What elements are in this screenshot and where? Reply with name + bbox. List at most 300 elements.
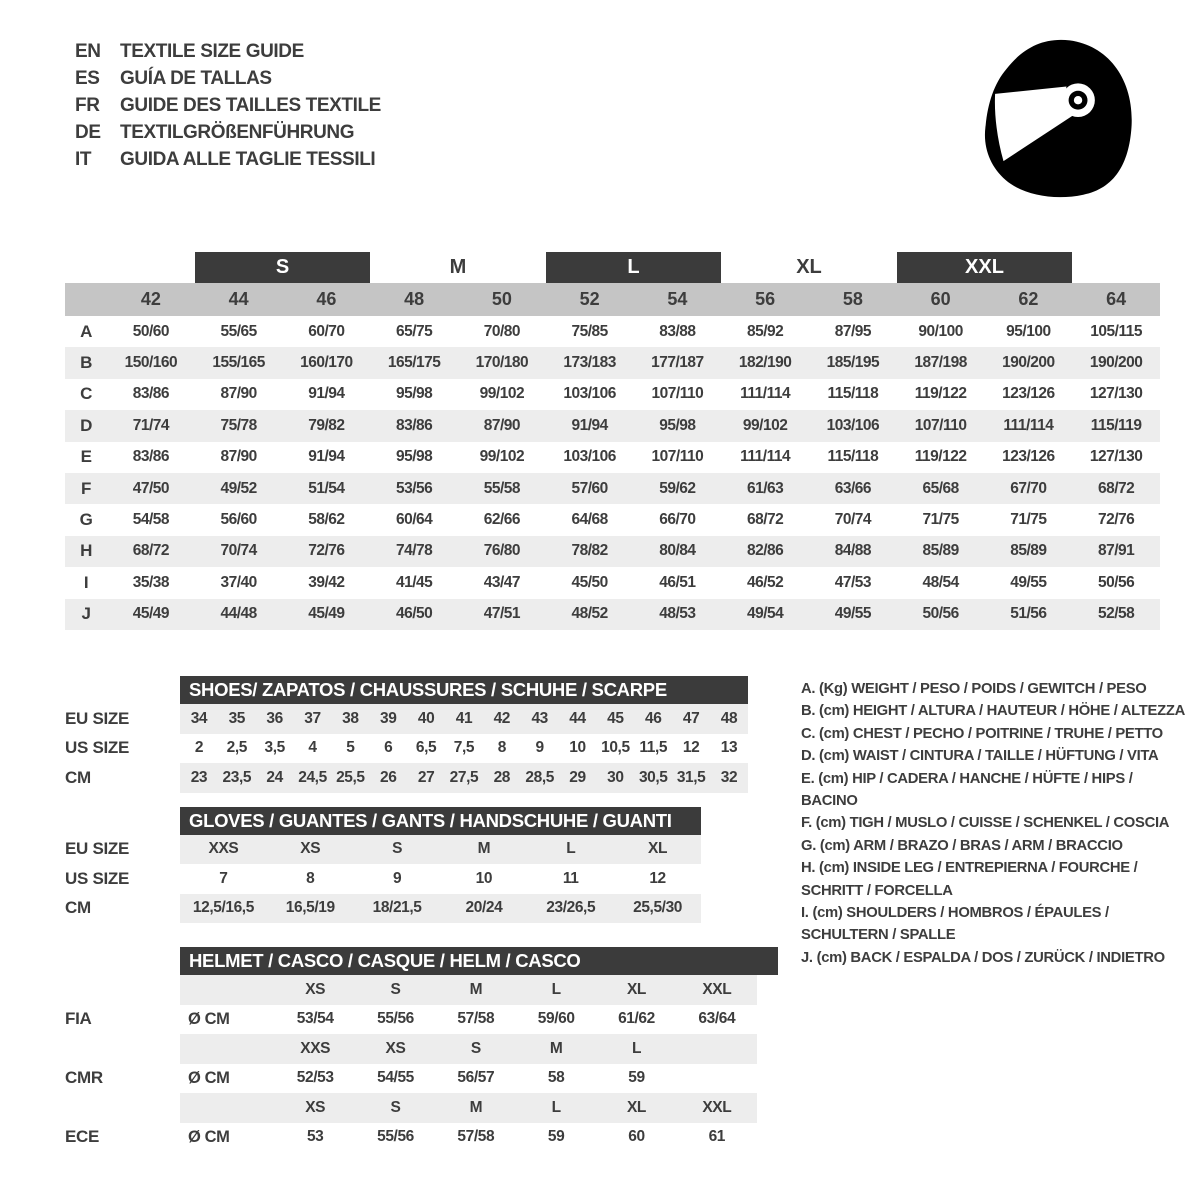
size-cell: 87/95	[834, 322, 872, 340]
row-label: US SIZE	[65, 738, 130, 758]
legend-item	[801, 700, 1187, 722]
language-row	[75, 38, 381, 65]
size-group-label: XL	[796, 256, 822, 278]
helmet-values	[180, 1064, 757, 1094]
size-value-cell: 28,5	[525, 768, 554, 786]
size-cell: 103/106	[563, 385, 616, 403]
size-cell: 53/56	[370, 473, 458, 504]
size-cell: 160/170	[283, 347, 371, 378]
size-cell: 190/200	[1072, 347, 1160, 378]
size-cell: 60/70	[308, 322, 345, 340]
legend-item	[801, 812, 1187, 834]
language-title-list	[75, 38, 381, 173]
size-value-cell: 10	[475, 869, 493, 887]
size-value-cell: 8	[306, 869, 315, 887]
helmet-sizes-values	[180, 975, 757, 1005]
row-label: EU SIZE	[65, 839, 130, 859]
size-cell: 87/90	[220, 448, 257, 466]
legend-item	[801, 857, 1187, 902]
size-cell: 72/76	[1097, 511, 1135, 529]
size-cell: 47/53	[834, 573, 872, 591]
helmet-size-label: XL	[626, 980, 646, 998]
size-value-cell: 30,5	[638, 768, 668, 786]
size-cell: 44/48	[195, 599, 283, 630]
legend-item	[801, 902, 1187, 947]
size-value-cell: 34	[190, 709, 208, 727]
size-cell: 83/86	[370, 410, 458, 441]
size-cell: 85/89	[897, 536, 985, 567]
helmet-size-label: XL	[626, 1098, 646, 1116]
size-cell: 50/56	[1097, 573, 1135, 591]
size-value-cell: 23/26,5	[546, 899, 596, 917]
size-group-label: M	[449, 256, 467, 278]
size-cell: 50/60	[132, 322, 170, 340]
legend-key: C.	[801, 725, 816, 742]
size-cell: 78/82	[546, 536, 634, 567]
size-cell: 91/94	[308, 385, 345, 403]
size-cell: 150/160	[107, 347, 195, 378]
size-cell: 58/62	[308, 511, 345, 529]
size-cell: 155/165	[195, 347, 283, 378]
size-value-cell: 27,5	[449, 768, 479, 786]
size-cell: 49/55	[1010, 573, 1047, 591]
size-cell: 71/75	[922, 511, 959, 529]
size-cell: 111/114	[740, 448, 791, 466]
size-cell: 68/72	[107, 536, 195, 567]
size-cell: 62/66	[483, 511, 521, 529]
size-row-label: B	[65, 347, 107, 378]
language-title: TEXTILE SIZE GUIDE	[120, 40, 304, 62]
size-cell: 85/92	[746, 322, 784, 340]
size-row-label: C	[80, 384, 92, 404]
shoes-row	[65, 704, 781, 734]
size-column-header: 54	[634, 283, 722, 316]
size-value-cell: 46	[645, 709, 662, 727]
size-value-cell: 36	[266, 709, 283, 727]
size-cell: 115/118	[827, 385, 879, 403]
helmet-values	[180, 1005, 757, 1035]
size-value-cell: XL	[648, 840, 668, 858]
legend-unit: (cm)	[815, 815, 846, 832]
legend-text: BACK / ESPALDA / DOS / ZURÜCK / INDIETRO	[850, 949, 1165, 966]
size-value-cell: 31,5	[676, 768, 706, 786]
helmet-size-label: XXS	[300, 1039, 331, 1057]
org-label: CMR	[65, 1068, 103, 1088]
size-cell: 68/72	[746, 511, 784, 529]
shoes-row	[65, 763, 781, 793]
shoes-row	[65, 734, 781, 764]
sub-tables-column	[65, 676, 781, 1152]
size-cell: 103/106	[809, 410, 897, 441]
legend-key: E.	[801, 770, 815, 787]
size-cell: 190/200	[985, 347, 1073, 378]
legend-item	[801, 835, 1187, 857]
size-cell: 185/195	[809, 347, 897, 378]
size-cell: 170/180	[458, 347, 546, 378]
language-code: FR	[75, 94, 100, 116]
size-value-cell: 23	[190, 768, 208, 786]
size-cell: 47/51	[458, 599, 546, 630]
legend-text: HEIGHT / ALTURA / HAUTEUR / HÖHE / ALTEZZA	[852, 703, 1185, 720]
size-cell-spacer	[180, 1093, 275, 1123]
size-column-header: 60	[897, 283, 985, 316]
size-cell: 83/88	[659, 322, 696, 340]
helmet-values-row	[65, 1123, 781, 1153]
size-cell: 65/68	[897, 473, 985, 504]
size-value-cell: 2,5	[226, 739, 247, 757]
size-value-cell: 23,5	[222, 768, 252, 786]
size-value-cell: XXS	[208, 840, 239, 858]
size-cell: 91/94	[546, 410, 634, 441]
legend-unit: (cm)	[816, 949, 847, 966]
size-value-cell: 11	[562, 869, 579, 887]
size-cell: 80/84	[634, 536, 722, 567]
size-cell: 37/40	[220, 573, 257, 591]
language-code: EN	[75, 40, 101, 62]
gloves-row	[65, 864, 781, 894]
size-cell: 55/65	[220, 322, 257, 340]
size-cell: 64/68	[571, 511, 608, 529]
size-group-label: L	[546, 252, 722, 283]
legend-unit: (cm)	[819, 860, 850, 877]
helmet-size-label: XS	[305, 980, 326, 998]
size-row-label: G	[79, 510, 93, 530]
helmet-size-value: 59	[628, 1069, 645, 1087]
size-cell: 99/102	[721, 410, 809, 441]
legend-unit: (cm)	[818, 770, 849, 787]
spacer	[65, 923, 781, 947]
size-value-cell: 11,5	[639, 739, 668, 757]
legend-text: ARM / BRAZO / BRAS / ARM / BRACCIO	[853, 837, 1123, 854]
size-value-cell: XS	[300, 840, 321, 858]
size-cell: 57/60	[546, 473, 634, 504]
helmet-size-value: 60	[628, 1128, 645, 1146]
size-row-label: F	[65, 473, 107, 504]
legend-text: CHEST / PECHO / POITRINE / TRUHE / PETTO	[852, 725, 1163, 742]
size-value-cell: 37	[304, 709, 321, 727]
legend-text: TIGH / MUSLO / CUISSE / SCHENKEL / COSCIA	[849, 815, 1170, 832]
size-value-cell: 44	[569, 709, 586, 727]
legend-item	[801, 745, 1187, 767]
size-row-label: E	[80, 447, 92, 467]
org-label: ECE	[65, 1127, 100, 1147]
size-group-label: S	[195, 252, 371, 283]
size-cell: 39/42	[308, 573, 345, 591]
size-value-cell: 7	[219, 869, 228, 887]
size-cell: 59/62	[634, 473, 722, 504]
gloves-row	[65, 835, 781, 865]
helmet-sizes-values	[180, 1034, 757, 1064]
helmet-size-value: 53/54	[296, 1010, 334, 1028]
size-cell: 182/190	[721, 347, 809, 378]
size-cell: 60/64	[395, 511, 433, 529]
helmet-size-value: 54/55	[377, 1069, 414, 1087]
helmet-size-value: 59	[547, 1128, 565, 1146]
helmet-size-value: 57/58	[457, 1128, 495, 1146]
size-cell: 123/126	[1002, 448, 1055, 466]
language-title: GUIDA ALLE TAGLIE TESSILI	[120, 148, 376, 170]
size-value-cell: 26	[380, 768, 397, 786]
helmet-size-value: 58	[547, 1069, 565, 1087]
size-cell: 70/74	[834, 511, 872, 529]
gloves-row-values	[180, 835, 701, 865]
shoes-row-values	[180, 704, 748, 734]
helmet-size-value: 59/60	[537, 1010, 575, 1028]
size-value-cell: 10	[569, 739, 586, 757]
size-value-cell: 4	[308, 739, 317, 757]
size-value-cell: 29	[569, 768, 586, 786]
helmet-size-value: 55/56	[377, 1010, 414, 1028]
corner-spacer	[65, 252, 107, 283]
helmet-size-label: XXL	[702, 1098, 732, 1116]
size-cell: 46/52	[746, 573, 784, 591]
shoes-table-title: SHOES/ ZAPATOS / CHAUSSURES / SCHUHE / SCARPE	[180, 676, 748, 704]
language-code: ES	[75, 67, 100, 89]
helmet-size-value	[677, 1064, 757, 1094]
helmet-table-title: HELMET / CASCO / CASQUE / HELM / CASCO	[180, 947, 778, 975]
legend-key: B.	[801, 703, 816, 720]
size-value-cell: 41	[455, 709, 473, 727]
diameter-label: Ø CM	[188, 1009, 230, 1028]
size-column-header: 64	[1072, 283, 1160, 316]
legend-item	[801, 768, 1187, 813]
legend-text: WAIST / CINTURA / TAILLE / HÜFTUNG / VITA	[852, 748, 1159, 765]
size-cell: 75/78	[195, 410, 283, 441]
size-cell: 71/75	[1010, 511, 1047, 529]
size-value-cell: 9	[392, 869, 402, 887]
size-value-cell: 32	[720, 768, 738, 786]
size-cell: 115/119	[1072, 410, 1160, 441]
size-cell: 70/80	[483, 322, 521, 340]
size-cell: 165/175	[370, 347, 458, 378]
textile-size-table	[65, 252, 1160, 630]
gloves-row-values	[180, 894, 701, 924]
size-cell: 45/49	[283, 599, 371, 630]
size-cell: 48/54	[922, 573, 959, 591]
textile-size-grid	[65, 252, 1160, 630]
helmet-size-label: XS	[305, 1098, 326, 1116]
size-cell: 85/89	[985, 536, 1073, 567]
helmet-size-label: L	[631, 1039, 642, 1057]
size-cell: 87/91	[1072, 536, 1160, 567]
size-cell: 74/78	[370, 536, 458, 567]
size-cell: 103/106	[563, 448, 616, 466]
size-column-header: 46	[283, 283, 371, 316]
helmet-size-label: M	[549, 1039, 563, 1057]
size-cell: 47/50	[107, 473, 195, 504]
size-value-cell: 9	[535, 739, 544, 757]
size-cell: 107/110	[651, 385, 704, 403]
legend-unit: (cm)	[819, 725, 850, 742]
size-cell: 87/90	[458, 410, 546, 441]
size-value-cell: 24,5	[298, 768, 327, 786]
size-value-cell: 12	[682, 739, 700, 757]
size-group-label: XXL	[897, 252, 1073, 283]
legend-key: H.	[801, 860, 816, 877]
size-value-cell: 39	[380, 709, 397, 727]
helmet-size-value: 63/64	[698, 1010, 736, 1028]
size-cell: 119/122	[914, 385, 967, 403]
size-cell: 99/102	[479, 448, 525, 466]
legend-key: F.	[801, 815, 812, 832]
helmet-size-table	[65, 947, 781, 1152]
size-value-cell: L	[566, 840, 576, 858]
legend-unit: (cm)	[819, 748, 850, 765]
legend-text: SHOULDERS / HOMBROS / ÉPAULES / SCHULTERN / SPALLE	[801, 905, 1109, 944]
size-cell: 127/130	[1089, 385, 1143, 403]
helmet-sizes-row	[65, 975, 781, 1005]
size-column-header: 62	[985, 283, 1073, 316]
size-cell: 48/53	[634, 599, 722, 630]
size-cell: 43/47	[483, 573, 521, 591]
size-cell: 51/54	[283, 473, 371, 504]
size-value-cell: 5	[346, 739, 355, 757]
lower-section	[65, 676, 1187, 1152]
size-cell: 35/38	[132, 573, 170, 591]
helmet-size-value: 56/57	[457, 1069, 495, 1087]
legend-text: HIP / CADERA / HANCHE / HÜFTE / HIPS / BACINO	[801, 770, 1133, 810]
shoes-row-values	[180, 734, 748, 764]
helmet-size-label: S	[470, 1039, 481, 1057]
helmet-sizes-values	[180, 1093, 757, 1123]
spacer	[65, 793, 781, 807]
size-cell: 115/118	[827, 448, 879, 466]
size-column-header: 50	[458, 283, 546, 316]
size-value-cell: 27	[417, 768, 435, 786]
helmet-size-value: 61	[708, 1128, 726, 1146]
gloves-row-values	[180, 864, 701, 894]
size-cell: 52/58	[1072, 599, 1160, 630]
size-value-cell: 3,5	[264, 739, 285, 757]
size-cell: 51/56	[985, 599, 1073, 630]
size-value-cell: 12	[649, 869, 666, 887]
helmet-sizes-row	[65, 1034, 781, 1064]
size-cell: 45/49	[107, 599, 195, 630]
size-value-cell: 40	[417, 709, 435, 727]
row-label-spacer	[65, 975, 180, 1005]
size-value-cell: 20/24	[465, 899, 503, 917]
size-cell: 95/98	[395, 385, 433, 403]
size-column-header: 52	[546, 283, 634, 316]
size-cell: 45/50	[571, 573, 608, 591]
band-spacer	[65, 283, 107, 316]
row-label: EU SIZE	[65, 708, 130, 728]
language-row	[75, 65, 381, 92]
group-spacer	[1072, 252, 1160, 283]
language-title: GUÍA DE TALLAS	[120, 67, 272, 89]
size-cell: 107/110	[897, 410, 985, 441]
helmet-size-label: XS	[385, 1039, 406, 1057]
size-cell: 82/86	[721, 536, 809, 567]
size-cell: 119/122	[914, 448, 967, 466]
helmet-size-label: M	[469, 1098, 483, 1116]
language-code: DE	[75, 121, 101, 143]
size-cell: 50/56	[897, 599, 985, 630]
size-cell: 107/110	[651, 448, 704, 466]
language-code: IT	[75, 148, 92, 170]
shoes-size-table	[65, 676, 781, 793]
size-cell: 105/115	[1090, 322, 1142, 340]
legend-text: INSIDE LEG / ENTREPIERNA / FOURCHE / SCHRITT / FORCELLA	[801, 860, 1138, 899]
row-label-spacer	[65, 1034, 180, 1064]
legend-key: G.	[801, 837, 817, 854]
size-value-cell: 2	[194, 739, 204, 757]
row-label-spacer	[65, 1093, 180, 1123]
size-value-cell: 45	[607, 709, 624, 727]
size-cell: 79/82	[283, 410, 371, 441]
racing-helmet-glyph	[972, 33, 1140, 201]
helmet-values	[180, 1123, 757, 1153]
legend-unit: (cm)	[819, 703, 850, 720]
language-row	[75, 92, 381, 119]
size-cell-spacer	[180, 975, 275, 1005]
group-spacer	[107, 252, 195, 283]
helmet-size-value: 52/53	[296, 1069, 334, 1087]
size-cell: 46/50	[370, 599, 458, 630]
size-cell: 55/58	[458, 473, 546, 504]
size-value-cell: 6,5	[415, 739, 437, 757]
size-cell: 99/102	[479, 385, 525, 403]
legend-key: D.	[801, 748, 816, 765]
size-cell: 56/60	[220, 511, 257, 529]
language-title: TEXTILGRÖßENFÜHRUNG	[120, 121, 355, 143]
size-cell: 95/98	[634, 410, 722, 441]
size-cell: 49/52	[195, 473, 283, 504]
legend-key: A.	[801, 681, 816, 697]
size-cell: 95/100	[1006, 322, 1051, 340]
helmet-size-value: 55/56	[377, 1128, 414, 1146]
legend-unit: (cm)	[819, 837, 850, 854]
size-value-cell: 38	[342, 709, 359, 727]
helmet-size-label: L	[551, 1098, 561, 1116]
size-value-cell: 25,5/30	[633, 899, 683, 917]
size-value-cell: 10,5	[601, 739, 630, 757]
size-cell: 173/183	[546, 347, 634, 378]
size-cell: 76/80	[458, 536, 546, 567]
size-value-cell: 25,5	[336, 768, 365, 786]
size-cell: 70/74	[195, 536, 283, 567]
helmet-size-label	[677, 1034, 757, 1064]
gloves-row	[65, 894, 781, 924]
size-column-header: 48	[370, 283, 458, 316]
row-label: CM	[65, 767, 91, 787]
diameter-label: Ø CM	[188, 1068, 230, 1087]
size-value-cell: 7,5	[453, 739, 475, 757]
size-cell: 66/70	[659, 511, 696, 529]
size-value-cell: 30	[607, 768, 624, 786]
size-value-cell: 16,5/19	[285, 899, 335, 917]
size-cell: 83/86	[132, 385, 170, 403]
gloves-size-table	[65, 807, 781, 924]
helmet-size-label: S	[390, 980, 401, 998]
size-cell: 63/66	[809, 473, 897, 504]
helmet-size-value: 53	[306, 1128, 324, 1146]
legend-item	[801, 723, 1187, 745]
helmet-values-row	[65, 1064, 781, 1094]
row-label: CM	[65, 898, 91, 918]
size-column-header: 58	[809, 283, 897, 316]
size-row-label: H	[65, 536, 107, 567]
row-label: US SIZE	[65, 868, 130, 888]
size-column-header: 44	[195, 283, 283, 316]
size-cell: 46/51	[659, 573, 696, 591]
legend-unit: (cm)	[812, 905, 843, 922]
size-cell: 65/75	[395, 322, 433, 340]
size-cell: 95/98	[395, 448, 433, 466]
size-value-cell: 12,5/16,5	[192, 899, 254, 917]
size-row-label: I	[83, 572, 89, 592]
language-row	[75, 119, 381, 146]
